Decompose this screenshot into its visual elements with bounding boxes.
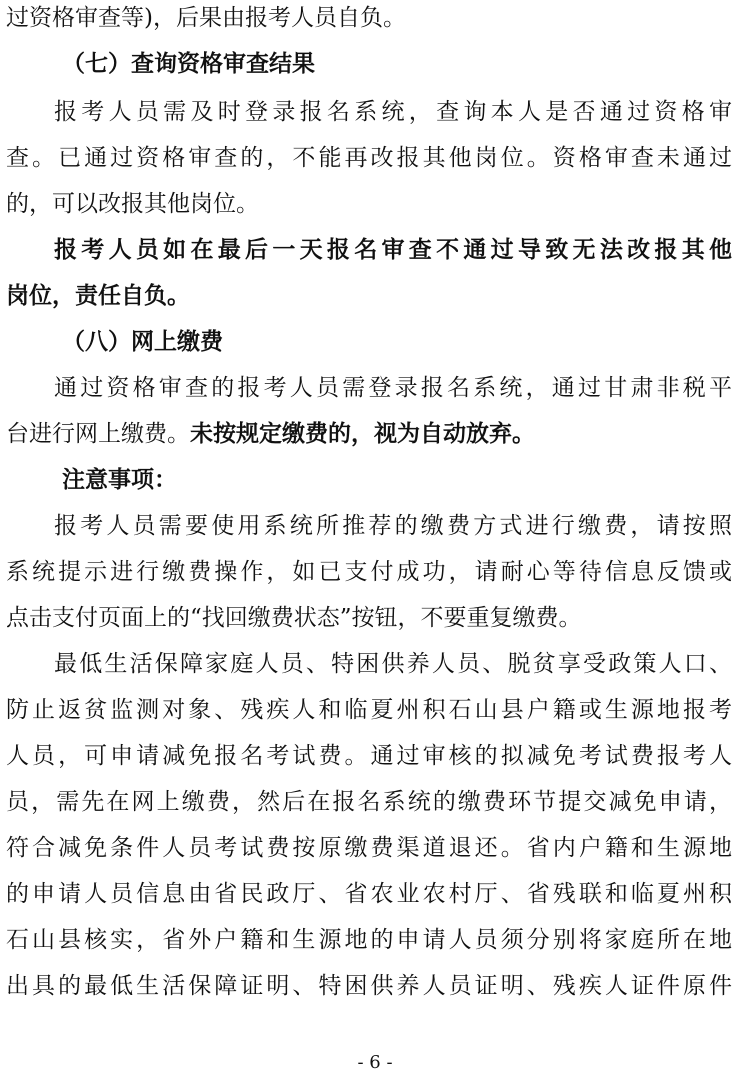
bold-text-line: 报考人员如在最后一天报名审查不通过导致无法改报其他: [54, 237, 732, 263]
text-line: 防止返贫监测对象、残疾人和临夏州积石山县户籍或生源地报考: [6, 697, 732, 723]
text-line: 查。已通过资格审查的，不能再改报其他岗位。资格审查未通过: [6, 145, 732, 171]
text-line: 最低生活保障家庭人员、特困供养人员、脱贫享受政策人口、: [54, 651, 732, 677]
text-line: 通过资格审查的报考人员需登录报名系统，通过甘肃非税平: [54, 375, 732, 401]
bold-text-line: 岗位，责任自负。: [6, 283, 190, 309]
text-line-mixed: [6, 414, 732, 454]
text-line: 员，需先在网上缴费，然后在报名系统的缴费环节提交减免申请，: [6, 789, 732, 815]
bold-text: 未按规定缴费的，视为自动放弃。: [190, 421, 535, 447]
text-line: 的，可以改报其他岗位。: [6, 191, 259, 217]
text-line: 符合减免条件人员考试费按原缴费渠道退还。省内户籍和生源地: [6, 835, 732, 861]
section-heading-eight: （八）网上缴费: [62, 329, 223, 355]
plain-text: 台进行网上缴费。: [6, 421, 190, 447]
notes-heading: 注意事项：: [62, 467, 177, 493]
text-line: 石山县核实，省外户籍和生源地的申请人员须分别将家庭所在地: [6, 927, 732, 953]
text-line: 的申请人员信息由省民政厅、省农业农村厅、省残联和临夏州积: [6, 881, 732, 907]
text-line: 出具的最低生活保障证明、特困供养人员证明、残疾人证件原件: [6, 973, 732, 999]
page-number: - 6 -: [357, 1052, 393, 1073]
text-line: 人员，可申请减免报名考试费。通过审核的拟减免考试费报考人: [6, 743, 732, 769]
text-line: 系统提示进行缴费操作，如已支付成功，请耐心等待信息反馈或: [6, 559, 732, 585]
text-line: 报考人员需及时登录报名系统，查询本人是否通过资格审: [54, 99, 732, 125]
text-line: 报考人员需要使用系统所推荐的缴费方式进行缴费，请按照: [54, 513, 732, 539]
text-line: 点击支付页面上的“找回缴费状态”按钮，不要重复缴费。: [6, 605, 582, 631]
text-line: 过资格审查等)，后果由报考人员自负。: [6, 5, 406, 31]
section-heading-seven: （七）查询资格审查结果: [62, 51, 315, 77]
